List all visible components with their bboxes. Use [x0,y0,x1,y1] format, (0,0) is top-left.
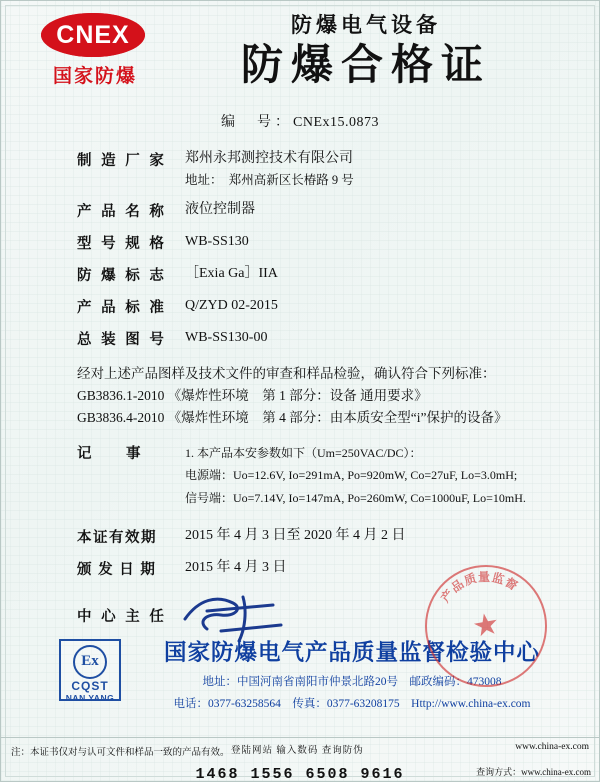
notes-line-1: 1. 本产品本安参数如下（Um=250VAC/DC）： [185,445,422,460]
field-row-assembly-drawing [77,328,559,349]
notes-line-2: 电源端：Uo=12.6V, Io=291mA, Po=920mW, Co=27uF, Lo=3.0mH; [185,468,518,483]
nanyang-label: NAN YANG [65,693,115,704]
page-title: 防爆合格证 [240,43,491,89]
seal-text: 产品质量监督 [438,569,521,605]
validity-value: 2015 年 4 月 3 日至 2020 年 4 月 2 日 [185,527,406,543]
standards-lead-text: 经对上述产品图样及技术文件的审查和样品检验，确认符合下列标准： [77,366,496,382]
field-label: 总 装 图 号 [77,332,167,349]
field-value: 液位控制器 [185,202,255,218]
issue-date-label: 颁 发 日 期 [77,561,157,578]
certificate-number-label: 编 号： [221,115,293,130]
field-row-product-standard [77,296,559,317]
cqst-label: CQST [71,679,109,693]
field-row-ex-marking [77,264,559,285]
cnex-logo-subtitle: 国家防爆 [52,66,137,87]
cqst-ex-badge [59,639,121,704]
official-red-seal [415,555,556,696]
field-label: 型 号 规 格 [77,236,167,253]
cnex-logo [41,13,149,88]
manufacturer-name: 郑州永邦测控技术有限公司 [185,151,353,166]
authority-name: 国家防爆电气产品质量监督检验中心 [163,640,540,665]
authority-address: 地址：中国河南省南阳市仲景北路20号 邮政编码：473008 [202,676,502,688]
document-subtitle: 防爆电气设备 [291,13,441,37]
certificate-number-value: CNEx15.0873 [293,115,379,130]
field-value: WB-SS130 [185,234,249,250]
field-row-model [77,232,559,253]
standard-line-1: GB3836.1-2010 《爆炸性环境 第 1 部分：设备 通用要求》 [77,388,428,404]
manufacturer-address: 地址： 郑州高新区长椿路 9 号 [185,173,354,188]
field-list [1,149,599,349]
cnex-logo-mark: CNEX [41,13,145,57]
field-value: WB-SS130-00 [185,330,268,346]
field-value: Q/ZYD 02-2015 [185,298,278,314]
notes-body [185,442,526,510]
field-value: ［Exia Ga］IIA [185,266,278,282]
signature-label: 中 心 主 任 [77,608,167,625]
field-value [185,149,354,189]
field-row-product-name [77,200,559,221]
title-block [166,9,566,89]
website-link[interactable]: www.china-ex.com [515,742,589,752]
notes-label: 记 事 [77,445,151,462]
seal-star-icon: ★ [469,606,503,645]
verify-instructions: 登陆网站 输入数码 查询防伪 [231,746,364,756]
standard-line-2: GB3836.4-2010 《爆炸性环境 第 4 部分：由本质安全型“i”保护的设备》 [77,410,508,426]
field-row-validity [77,526,599,547]
validity-label: 本证有效期 [77,529,157,546]
field-label: 制 造 厂 家 [77,153,167,169]
field-label: 防 爆 标 志 [77,268,167,285]
security-code: 1468 1556 6508 9616 [195,766,405,783]
field-row-manufacturer [77,149,559,189]
ex-symbol-icon: Ex [73,645,107,679]
certificate-header [1,1,599,109]
issue-date-value: 2015 年 4 月 3 日 [185,559,287,575]
validity-note: 注：本证书仅对与认可文件和样品一致的产品有效。 [11,748,230,758]
bottom-strip [1,737,599,781]
field-label: 产 品 名 称 [77,204,167,221]
notes-block [1,442,599,510]
notes-line-3: 信号端：Uo=7.14V, Io=147mA, Po=260mW, Co=1000uF, Lo=10mH. [185,491,526,506]
authority-contact: 电话：0377-63258564 传真：0377-63208175 Http://www.china-ex.com [173,698,531,710]
certificate-number [1,111,599,131]
standards-block [1,363,599,429]
field-label: 产 品 标 准 [77,300,167,317]
query-method: 查询方式：www.china-ex.com [476,767,591,777]
